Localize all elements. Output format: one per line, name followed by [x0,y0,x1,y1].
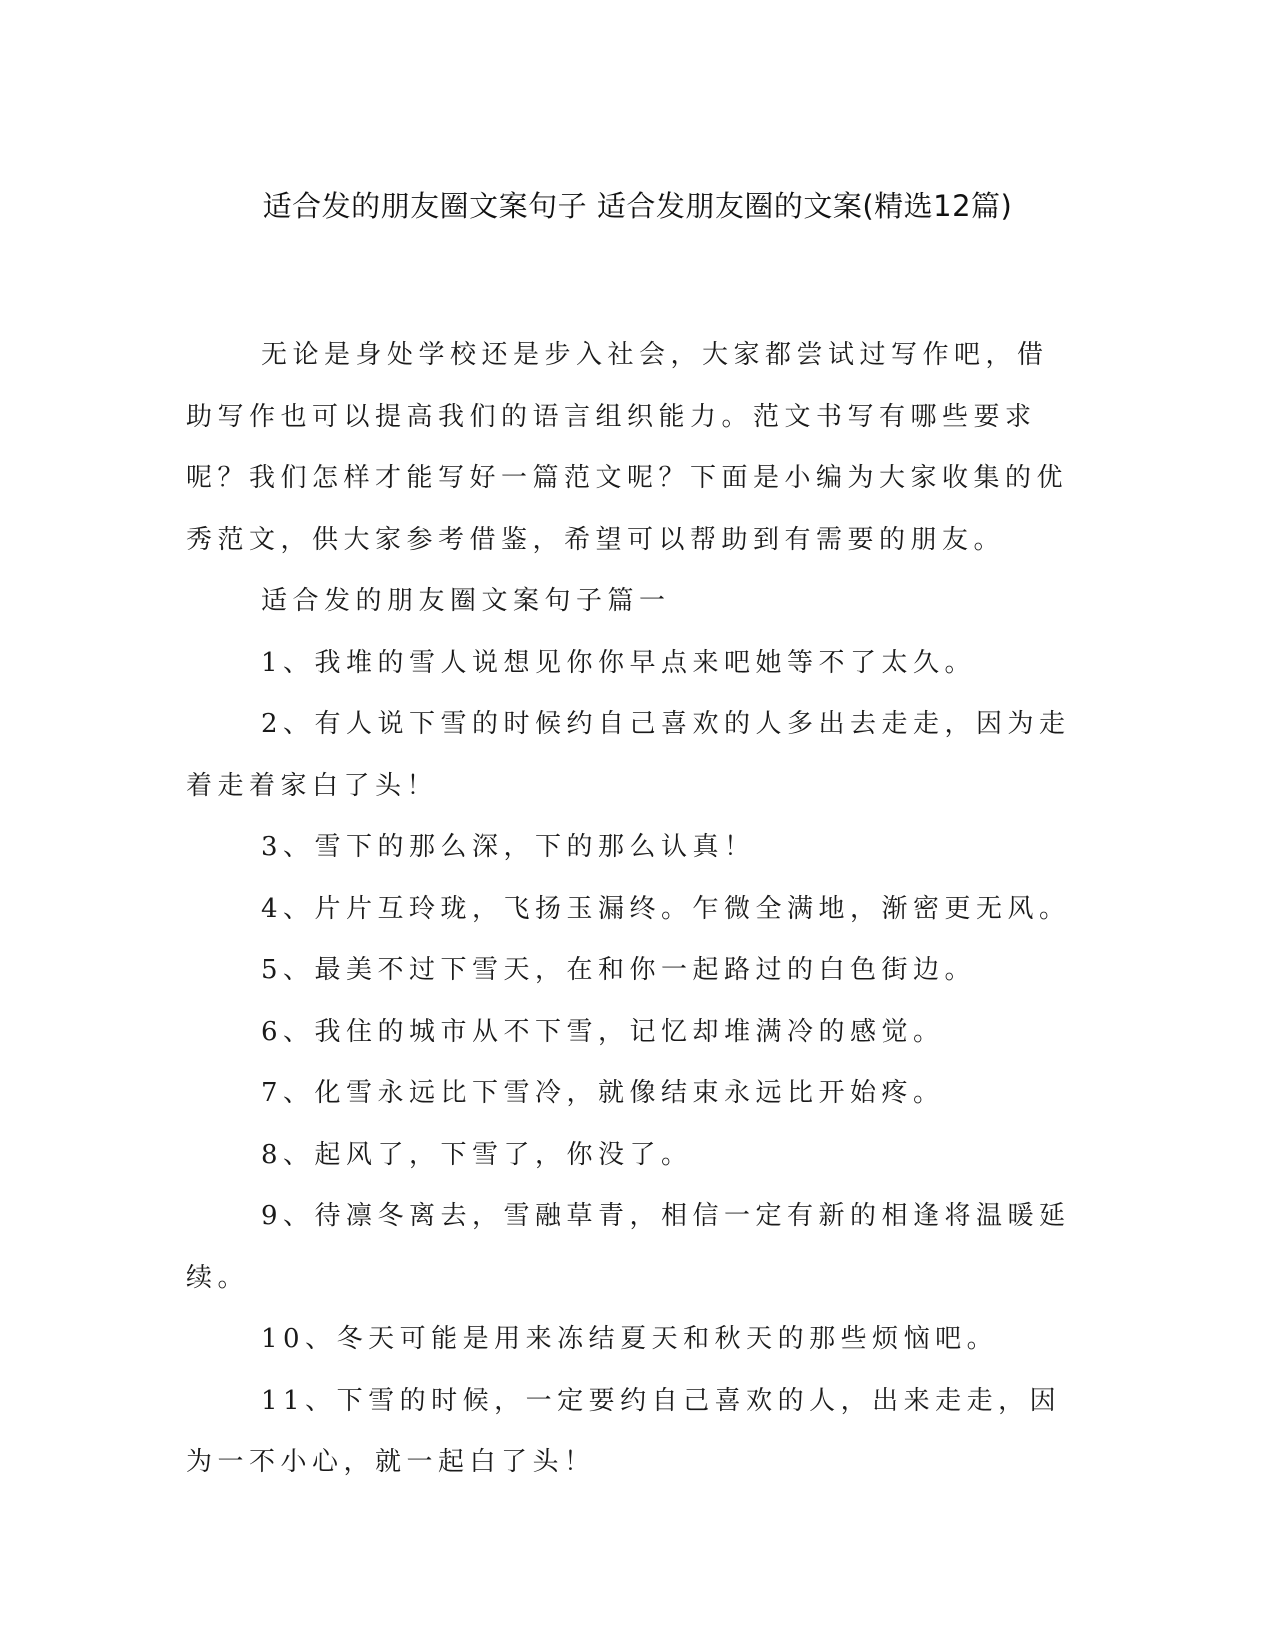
list-item: 7、化雪永远比下雪冷，就像结束永远比开始疼。 [261,1078,945,1108]
list-item: 6、我住的城市从不下雪，记忆却堆满冷的感觉。 [261,1016,945,1047]
list-item: 1、我堆的雪人说想见你你早点来吧她等不了太久。 [261,647,977,678]
list-item: 9、待凛冬离去，雪融草青，相信一定有新的相逢将温暖延续。 [186,1201,1071,1293]
list-item: 5、最美不过下雪天，在和你一起路过的白色街边。 [261,955,977,985]
list-item: 8、起风了，下雪了，你没了。 [261,1139,693,1170]
section-heading: 适合发的朋友圈文案句子篇一 [261,586,671,616]
intro-paragraph: 无论是身处学校还是步入社会，大家都尝试过写作吧，借助写作也可以提高我们的语言组织能力。范文书写有哪些要求呢？我们怎样才能写好一篇范文呢？下面是小编为大家收集的优秀范文，供大家参考借鉴，希望可以帮助到有需要的朋友。 [186,340,1069,555]
list-item: 11、下雪的时候，一定要约自己喜欢的人，出来走走，因为一不小心，就一起白了头！ [186,1385,1062,1477]
list-item: 3、雪下的那么深，下的那么认真！ [261,832,756,862]
list-item: 10、冬天可能是用来冻结夏天和秋天的那些烦恼吧。 [261,1324,999,1354]
document-body [186,325,1076,1494]
document-title: 适合发的朋友圈文案句子 适合发朋友圈的文案(精选12篇) [262,189,1013,223]
list-item: 2、有人说下雪的时候约自己喜欢的人多出去走走，因为走着走着家白了头！ [186,709,1071,801]
list-item: 4、片片互玲珑，飞扬玉漏终。乍微全满地，渐密更无风。 [261,893,1071,924]
